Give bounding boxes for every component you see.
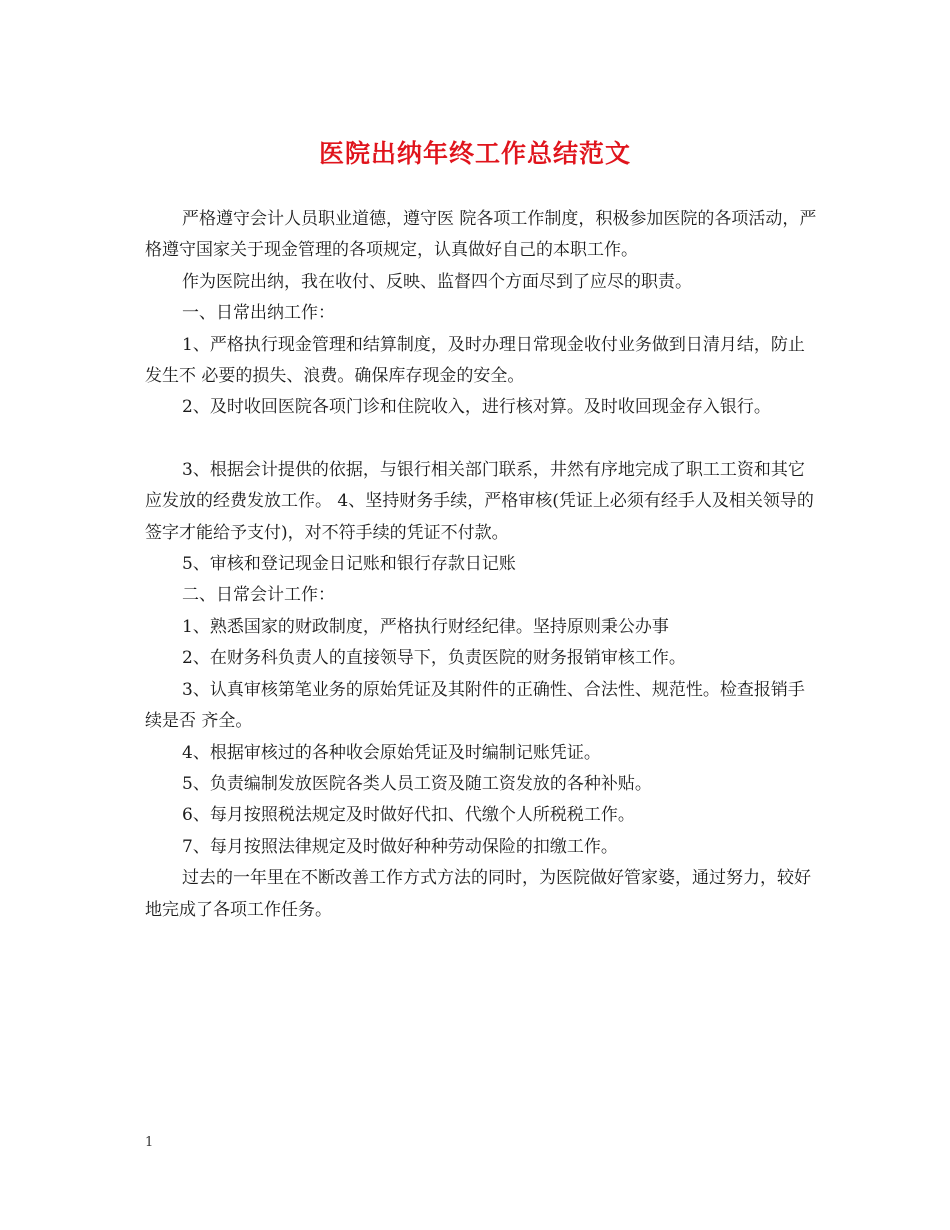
section-heading-cashier: 一、日常出纳工作： xyxy=(182,303,335,324)
paragraph-intro: 严格遵守会计人员职业道德，遵守医 院各项工作制度，积极参加医院的各项活动，严格遵守国家关于现金管理的各项规定，认真做好自己的本职工作。 xyxy=(145,209,817,261)
paragraph-accounting-1: 1、熟悉国家的财政制度，严格执行财经纪律。坚持原则秉公办事 xyxy=(182,616,669,637)
paragraph-accounting-3: 3、认真审核第笔业务的原始凭证及其附件的正确性、合法性、规范性。检查报销手续是否 齐全。 xyxy=(145,679,805,732)
section-heading-accounting: 二、日常会计工作： xyxy=(182,585,335,606)
paragraph-duties: 作为医院出纳，我在收付、反映、监督四个方面尽到了应尽的职责。 xyxy=(182,271,692,292)
document-title: 医院出纳年终工作总结范文 xyxy=(318,139,631,168)
paragraph-cashier-5: 5、审核和登记现金日记账和银行存款日记账 xyxy=(182,554,516,575)
paragraph-accounting-4: 4、根据审核过的各种收会原始凭证及时编制记账凭证。 xyxy=(182,742,601,763)
paragraph-conclusion: 过去的一年里在不断改善工作方式方法的同时，为医院做好管家婆，通过努力，较好地完成了各项工作任务。 xyxy=(145,868,811,920)
document-body xyxy=(145,204,820,926)
page-number: 1 xyxy=(145,1135,154,1150)
paragraph-accounting-5: 5、负责编制发放医院各类人员工资及随工资发放的各种补贴。 xyxy=(182,773,652,794)
paragraph-cashier-2: 2、及时收回医院各项门诊和住院收入，进行核对算。及时收回现金存入银行。 xyxy=(182,397,771,418)
paragraph-accounting-2: 2、在财务科负责人的直接领导下，负责医院的财务报销审核工作。 xyxy=(182,648,686,669)
paragraph-accounting-7: 7、每月按照法律规定及时做好种种劳动保险的扣缴工作。 xyxy=(182,836,618,857)
paragraph-cashier-3-4: 3、根据会计提供的依据，与银行相关部门联系，井然有序地完成了职工工资和其它应发放的经费发放工作。 4、坚持财务手续，严格审核(凭证上必须有经手人及相关领导的签字才能给予支付)，对不符手续的凭证不付款。 xyxy=(145,459,814,543)
paragraph-cashier-1: 1、严格执行现金管理和结算制度，及时办理日常现金收付业务做到日清月结，防止发生不 必要的损失、浪费。确保库存现金的安全。 xyxy=(145,334,805,387)
paragraph-accounting-6: 6、每月按照税法规定及时做好代扣、代缴个人所税税工作。 xyxy=(182,805,635,826)
